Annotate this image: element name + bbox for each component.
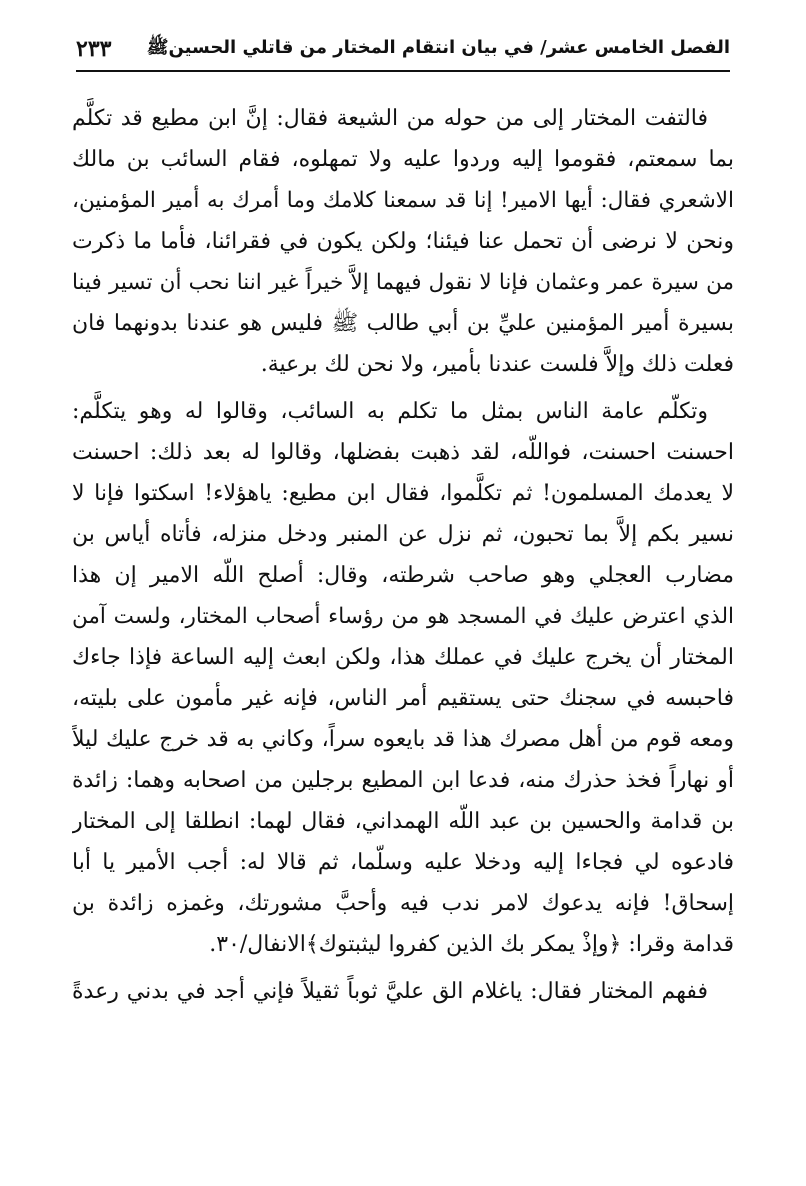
text-line: إسحاق! فإنه يدعوك لامر ندب فيه وأحبَّ مشورتك، وغمزه زائدة بن: [72, 891, 734, 916]
text-line: من سيرة عمر وعثمان فإنا لا نقول فيهما إلاَّ خيراً غير اننا نحب أن تسير فينا: [72, 270, 734, 295]
text-line: مضارب العجلي وهو صاحب شرطته، وقال: أصلح اللّه الامير إن هذا: [72, 563, 734, 588]
paragraph: [72, 391, 734, 965]
text-line: فعلت ذلك وإلاَّ فلست عندنا بأمير، ولا نحن لك برعية.: [260, 352, 734, 377]
chapter-title: الفصل الخامس عشر/ في بيان انتقام المختار من قاتلي الحسينﷺ: [146, 37, 730, 58]
paragraph: [72, 98, 734, 385]
page-number: ٢٣٣: [76, 36, 112, 62]
text-line: لا يعدمك المسلمون! ثم تكلَّموا، فقال ابن مطيع: ياهؤلاء! اسكتوا فإنا لا: [72, 481, 734, 506]
text-line: قدامة وقرا: ﴿وإذْ يمكر بك الذين كفروا ليثبتوك﴾الانفال/٣٠.: [209, 932, 734, 957]
running-header: [76, 32, 730, 66]
text-line: بسيرة أمير المؤمنين عليِّ بن أبي طالب ﷺ فليس هو عندنا بدونهما فان: [72, 311, 734, 336]
header-divider: [76, 70, 730, 72]
text-line: ونحن لا نرضى أن تحمل عنا فيئنا؛ ولكن يكون في فقرائنا، فأما ما ذكرت: [72, 229, 734, 254]
text-line: بما سمعتم، فقوموا إليه وردوا عليه ولا تمهلوه، فقام السائب بن مالك: [72, 147, 734, 172]
text-line: وتكلّم عامة الناس بمثل ما تكلم به السائب، وقالوا له وهو يتكلَّم:: [72, 399, 708, 424]
text-line: أو نهاراً فخذ حذرك منه، فدعا ابن المطيع برجلين من اصحابه وهما: زائدة: [72, 768, 734, 793]
text-line: احسنت احسنت، فواللّه، لقد ذهبت بفضلها، وقالوا له بعد ذلك: احسنت: [72, 440, 734, 465]
text-line: ومعه قوم من أهل مصرك هذا قد بايعوه سراً، وكاني به قد خرج عليك ليلاً: [72, 727, 734, 752]
text-line: المختار أن يخرج عليك في عملك هذا، ولكن ابعث إليه الساعة فإذا جاءك: [72, 645, 734, 670]
text-line: بن قدامة والحسين بن عبد اللّه الهمداني، فقال لهما: انطلقا إلى المختار: [72, 809, 734, 834]
text-line: الاشعري فقال: أيها الامير! إنا قد سمعنا كلامك وما أمرك به أمير المؤمنين،: [72, 188, 734, 213]
text-line: فادعوه لي فجاءا إليه ودخلا عليه وسلّما، ثم قالا له: أجب الأمير يا أبا: [72, 850, 734, 875]
text-line: ففهم المختار فقال: ياغلام الق عليَّ ثوباً ثقيلاً فإني أجد في بدني رعدةً: [72, 979, 708, 1004]
text-line: نسير بكم إلاَّ بما تحبون، ثم نزل عن المنبر ودخل منزله، فأتاه أياس بن: [72, 522, 734, 547]
page-body: [72, 98, 734, 1012]
text-line: الذي اعترض عليك في المسجد هو من رؤساء أصحاب المختار، ولست آمن: [72, 604, 734, 629]
text-line: فاحبسه في سجنك حتى يستقيم أمر الناس، فإنه غير مأمون على بليته،: [72, 686, 734, 711]
text-line: فالتفت المختار إلى من حوله من الشيعة فقال: إنَّ ابن مطيع قد تكلَّم: [72, 106, 708, 131]
paragraph: [72, 971, 734, 1012]
